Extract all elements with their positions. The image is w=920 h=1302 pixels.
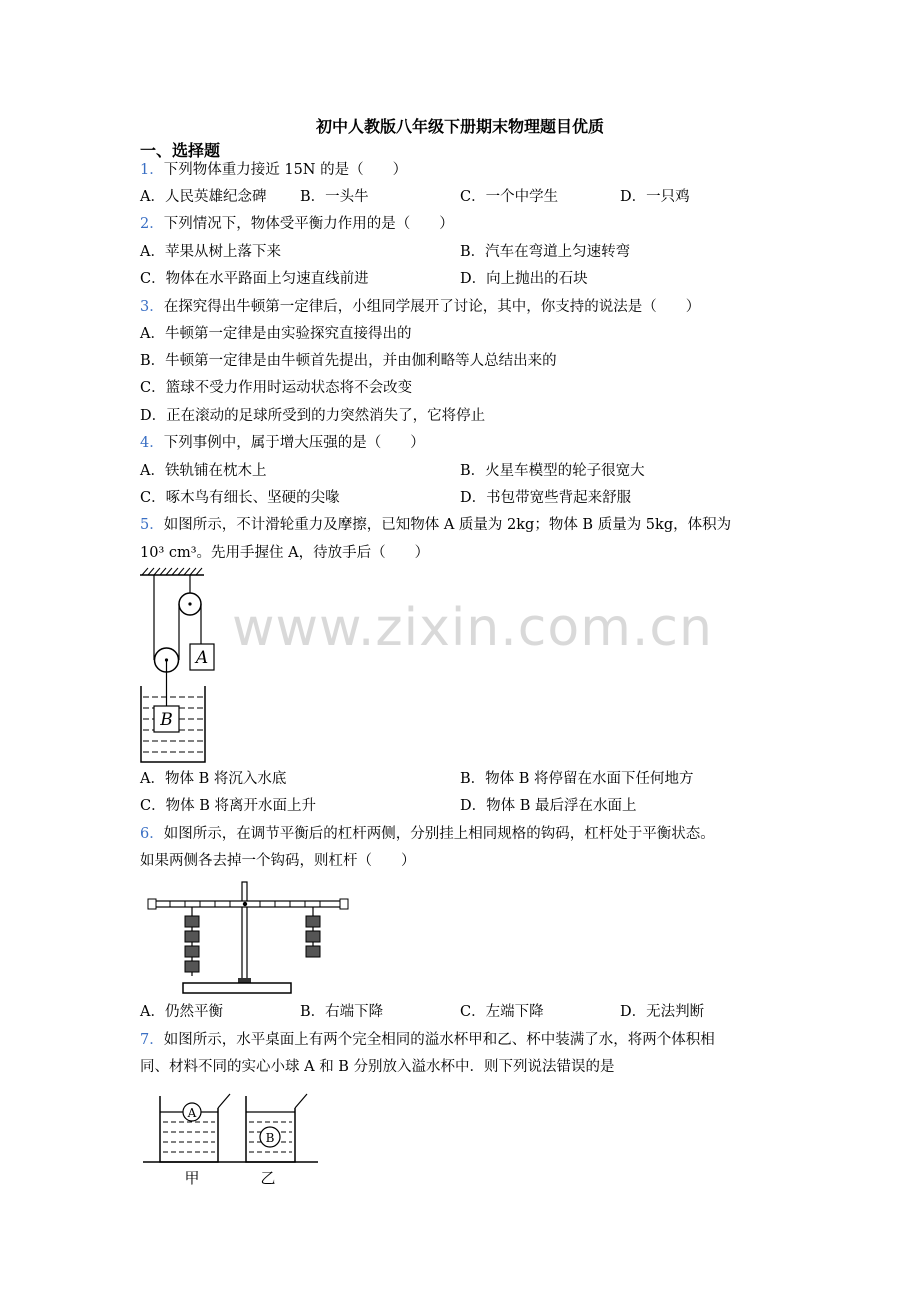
option-a: A．牛顿第一定律是由实验探究直接得出的	[140, 326, 412, 342]
question-text: 如图所示，不计滑轮重力及摩擦，已知物体 A 质量为 2kg；物体 B 质量为 5kg，体积为	[163, 517, 732, 533]
ball-a-label: A	[187, 1106, 197, 1120]
question-text: 如图所示，在调节平衡后的杠杆两侧，分别挂上相同规格的钩码，杠杆处于平衡状态。	[163, 826, 715, 842]
option-c: C．啄木鸟有细长、坚硬的尖喙	[140, 490, 340, 506]
option-d: D．物体 B 最后浮在水面上	[460, 798, 637, 814]
block-a-label: A	[195, 648, 209, 668]
overflow-cups-figure	[140, 1086, 325, 1188]
ball-b-label: B	[265, 1131, 275, 1145]
question-text: 下列情况下，物体受平衡力作用的是（ ）	[163, 216, 454, 232]
lever-figure	[145, 878, 350, 998]
question-2	[140, 214, 454, 234]
option-d: D．书包带宽些背起来舒服	[460, 490, 632, 506]
option-a: A．人民英雄纪念碑	[140, 189, 267, 205]
question-number: 6．	[140, 826, 164, 842]
question-number: 4．	[140, 435, 164, 451]
pulley-figure	[140, 566, 230, 766]
option-d: D．一只鸡	[620, 189, 690, 205]
watermark: www.zixin.com.cn	[232, 598, 713, 658]
question-5	[140, 515, 731, 535]
question-1	[140, 160, 407, 180]
question-4	[140, 433, 425, 453]
option-b: B．一头牛	[300, 189, 369, 205]
question-6	[140, 824, 715, 844]
cup-yi-label: 乙	[260, 1169, 276, 1187]
option-a: A．物体 B 将沉入水底	[140, 771, 287, 787]
page-title: 初中人教版八年级下册期末物理题目优质	[315, 117, 604, 136]
question-number: 3．	[140, 299, 164, 315]
question-text: 如图所示，水平桌面上有两个完全相同的溢水杯甲和乙、杯中装满了水，将两个体积相	[163, 1032, 715, 1048]
option-b: B．火星车模型的轮子很宽大	[460, 463, 645, 479]
option-c: C．左端下降	[460, 1004, 544, 1020]
question-text-continued: 同、材料不同的实心小球 A 和 B 分别放入溢水杯中．则下列说法错误的是	[140, 1059, 615, 1075]
question-text-continued: 10³ cm³。先用手握住 A，待放手后（ ）	[140, 545, 430, 561]
block-b-label: B	[160, 710, 173, 730]
question-number: 7．	[140, 1032, 164, 1048]
option-a: A．仍然平衡	[140, 1004, 223, 1020]
option-d: D．向上抛出的石块	[460, 271, 588, 287]
option-a: A．铁轨铺在枕木上	[140, 463, 267, 479]
option-b: B．牛顿第一定律是由牛顿首先提出，并由伽利略等人总结出来的	[140, 353, 557, 369]
section-heading: 一、选择题	[140, 141, 221, 160]
option-c: C．一个中学生	[460, 189, 559, 205]
option-a: A．苹果从树上落下来	[140, 244, 281, 260]
option-c: C．物体在水平路面上匀速直线前进	[140, 271, 369, 287]
option-b: B．汽车在弯道上匀速转弯	[460, 244, 631, 260]
option-c: C．物体 B 将离开水面上升	[140, 798, 316, 814]
option-d: D．无法判断	[620, 1004, 705, 1020]
question-text-continued: 如果两侧各去掉一个钩码，则杠杆（ ）	[140, 853, 416, 869]
question-text: 在探究得出牛顿第一定律后，小组同学展开了讨论，其中，你支持的说法是（ ）	[163, 299, 701, 315]
question-text: 下列事例中，属于增大压强的是（ ）	[163, 435, 425, 451]
cup-jia-label: 甲	[184, 1169, 200, 1187]
question-number: 1．	[140, 162, 164, 178]
question-number: 2．	[140, 216, 164, 232]
option-d: D．正在滚动的足球所受到的力突然消失了，它将停止	[140, 408, 486, 424]
option-b: B．右端下降	[300, 1004, 384, 1020]
option-b: B．物体 B 将停留在水面下任何地方	[460, 771, 694, 787]
question-number: 5．	[140, 517, 164, 533]
question-7	[140, 1030, 715, 1050]
question-text: 下列物体重力接近 15N 的是（ ）	[163, 162, 408, 178]
question-3	[140, 297, 700, 317]
option-c: C．篮球不受力作用时运动状态将不会改变	[140, 380, 413, 396]
